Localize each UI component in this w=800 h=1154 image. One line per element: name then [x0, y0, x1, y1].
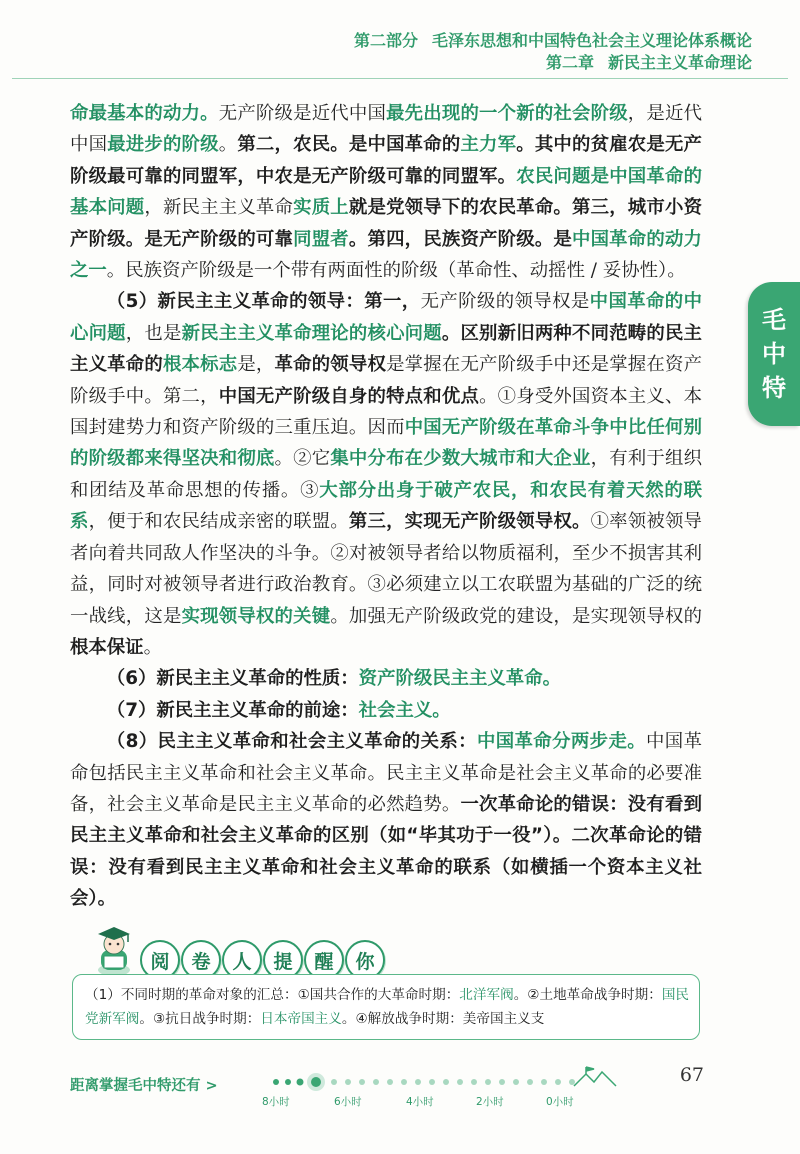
body-run: 。	[143, 636, 162, 658]
bold-text: （5）新民主主义革命的领导：第一，	[106, 291, 421, 313]
side-tab-char: 特	[762, 374, 786, 402]
highlight-text: 中国革命的中心问题	[70, 291, 702, 344]
body-run: 无产阶级是近代中国	[218, 103, 387, 124]
highlight-text: 中国革命分两步走。	[476, 731, 647, 753]
bold-text: （7）新民主主义革命的前途：	[106, 699, 359, 721]
highlight-text: 集中分布在少数大城市和大企业	[330, 448, 591, 470]
reviewer-tip-title	[90, 924, 420, 974]
side-tab[interactable]	[748, 282, 800, 426]
chapter-label: 第二章	[545, 53, 594, 72]
highlight-text: 主力军	[460, 134, 517, 156]
tip-title-char: 提	[263, 940, 303, 980]
bold-text: 第三，实现无产阶级领导权。	[348, 511, 591, 533]
tip-title-char: 阅	[140, 940, 180, 980]
tip-title-char: 醒	[304, 940, 344, 980]
body-run: ，是近代中国	[70, 103, 702, 156]
body-run: ，也是	[125, 322, 182, 344]
progress-marker-icon	[307, 1073, 325, 1091]
highlight-text: 国民党新军阀	[85, 987, 690, 1027]
bold-text: 。第四，民族资产阶级。是	[348, 228, 572, 250]
reviewer-tip-box	[72, 974, 700, 1040]
bold-text: 第二，农民。是中国革命的	[237, 134, 461, 156]
highlight-text: 资产阶级民主主义革命。	[358, 668, 561, 690]
hour-label: 0小时	[546, 1096, 574, 1108]
body-run: 。加强无产阶级政党的建设，是实现领导权的	[330, 605, 702, 627]
side-tab-char: 中	[762, 340, 786, 368]
paragraph-relationship	[70, 726, 702, 914]
chapter-title: 新民主主义革命理论	[607, 53, 752, 72]
body-run: 是掌握在无产阶级手中还是掌握在资产阶级手中。第二，	[70, 354, 702, 407]
paragraph-nature	[70, 663, 702, 694]
bold-text: 。其中的贫雇农是无产阶级最可靠的同盟军，中农是无产阶级可靠的同盟军。	[70, 134, 702, 187]
bold-text: 根本保证	[70, 636, 144, 658]
study-progress-track	[270, 1066, 630, 1116]
highlight-text: 命最基本的动力。	[70, 103, 219, 124]
body-run: 。④解放战争时期：美帝国主义支	[341, 1011, 545, 1027]
highlight-text: 实质上	[293, 197, 349, 219]
running-header	[354, 30, 752, 74]
highlight-text: 根本标志	[162, 354, 238, 376]
paragraph-motive-forces	[70, 98, 702, 286]
body-run: ，有利于组织和团结及革命思想的传播。③	[70, 448, 702, 501]
body-run: 。	[218, 134, 238, 156]
chapter-line	[354, 52, 752, 74]
tip-title-char: 人	[222, 940, 262, 980]
body-run: ，便于和农民结成亲密的联盟。	[88, 511, 349, 533]
body-run: 中国革命包括民主主义革命和社会主义革命。民主主义革命是社会主义革命的必要准备，社会主义革命是民主主义革命的必然趋势。	[70, 731, 702, 815]
body-run: ①率领被领导者向着共同敌人作坚决的斗争。②对被领导者给以物质福利，至少不损害其利益，同时对被领导者进行政治教育。③必须建立以工农联盟为基础的广泛的统一战线，这是	[70, 511, 702, 627]
tip-title-char: 卷	[181, 940, 221, 980]
body-run: ，新民主主义革命	[144, 197, 294, 219]
hour-label: 8小时	[262, 1096, 290, 1108]
body-run: 。②土地革命战争时期：	[513, 987, 662, 1003]
highlight-text: 中国无产阶级在革命斗争中比任何别的阶级都来得坚决和彻底	[70, 417, 702, 470]
highlight-text: 实现领导权的关键	[181, 605, 331, 627]
highlight-text: 日本帝国主义	[260, 1011, 342, 1027]
bold-text: 革命的领导权	[274, 354, 387, 376]
body-run: 。②它	[274, 448, 331, 470]
part-label: 第二部分	[353, 31, 418, 50]
highlight-text: 新民主主义革命理论的核心问题	[181, 322, 442, 344]
graduate-mascot-icon	[90, 924, 138, 978]
bold-text: 中国无产阶级自身的特点和优点	[218, 385, 480, 407]
hour-label: 4小时	[406, 1096, 434, 1108]
bold-text: （8）民主主义革命和社会主义革命的关系：	[106, 731, 477, 753]
highlight-text: 同盟者	[293, 228, 349, 250]
bold-text: 一次革命论的错误：没有看到民主主义革命和社会主义革命的区别（如“毕其功于一役”）。二次革命论的错误：没有看到民主主义革命和社会主义革命的联系（如横插一个资本主义社会）。	[70, 793, 702, 910]
body-run: 无产阶级的领导权是	[420, 291, 590, 313]
highlight-text: 最先出现的一个新的社会阶级	[386, 103, 628, 124]
progress-caption: 距离掌握毛中特还有 >	[70, 1078, 218, 1094]
hour-label: 2小时	[476, 1096, 504, 1108]
page-number: 67	[679, 1064, 704, 1086]
header-rule	[12, 78, 788, 79]
bold-text: 就是党领导下的农民革命。第三，城市小资产阶级。是无产阶级的可靠	[70, 197, 702, 250]
body-run: （1）不同时期的革命对象的汇总：①国共合作的大革命时期：	[85, 987, 460, 1003]
side-tab-char: 毛	[762, 306, 786, 334]
body-run: 。①身受外国资本主义、本国封建势力和资产阶级的三重压迫。因而	[70, 385, 702, 439]
bold-text: （6）新民主主义革命的性质：	[106, 668, 359, 690]
main-text	[70, 98, 702, 915]
highlight-text: 社会主义。	[358, 699, 451, 721]
highlight-text: 大部分出身于破产农民，和农民有着天然的联系	[70, 479, 702, 533]
tip-text	[85, 983, 689, 1031]
highlight-text: 中国革命的动力之一	[70, 228, 702, 282]
tip-title-char: 你	[345, 940, 385, 980]
body-run: 。③抗日战争时期：	[139, 1011, 261, 1027]
part-line	[354, 30, 752, 52]
paragraph-leadership	[70, 286, 702, 663]
highlight-text: 北洋军阀	[459, 987, 514, 1003]
highlight-text: 农民问题是中国革命的基本问题	[70, 165, 702, 219]
bold-text: 。区别新旧两种不同范畴的民主主义革命的	[70, 322, 702, 376]
body-run: 是，	[237, 354, 275, 376]
mountain-goal-icon	[574, 1067, 616, 1086]
highlight-text: 最进步的阶级	[107, 134, 219, 156]
body-run: 。民族资产阶级是一个带有两面性的阶级（革命性、动摇性 / 妥协性）。	[106, 260, 686, 282]
paragraph-future	[70, 695, 702, 726]
hour-label: 6小时	[334, 1096, 362, 1108]
part-title: 毛泽东思想和中国特色社会主义理论体系概论	[431, 31, 752, 50]
